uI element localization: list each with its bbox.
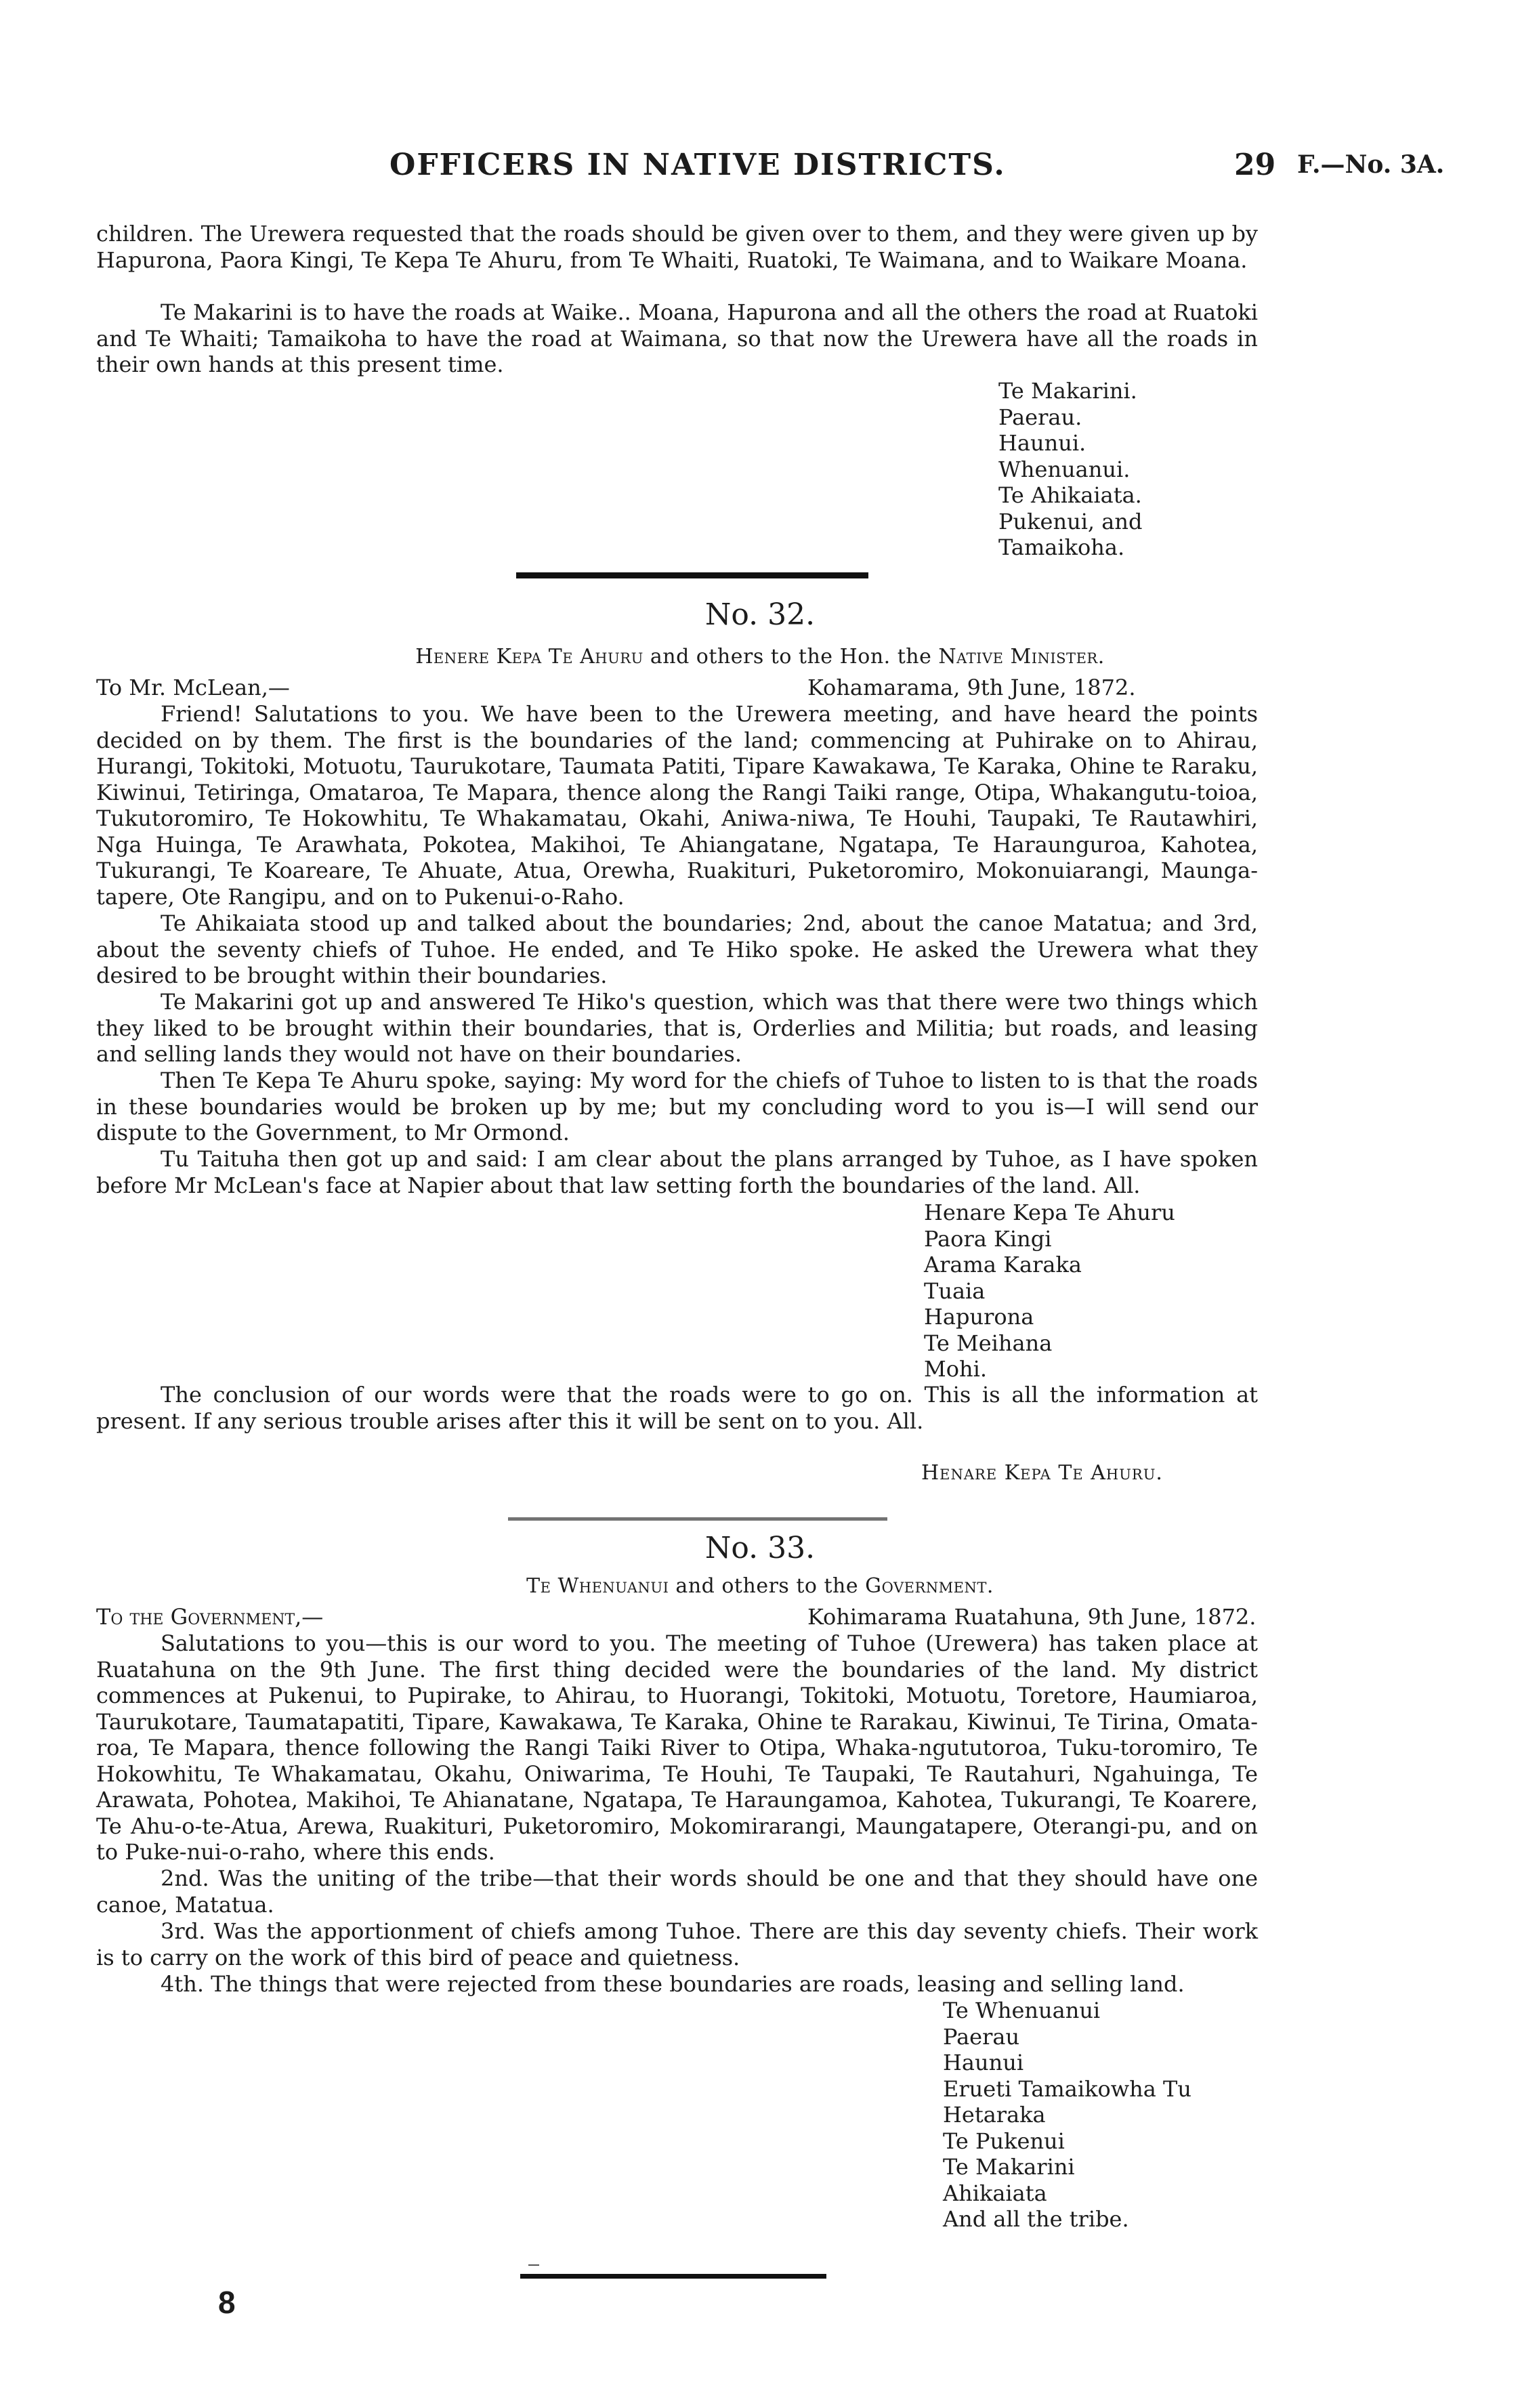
letter-33-paragraph-2: 2nd. Was the uniting of the tribe—that their words should be one and that they should have one canoe, Matatua. xyxy=(96,1865,1258,1918)
letter-32-place-date: Kohamarama, 9th June, 1872. xyxy=(807,675,1136,700)
signatory: Paerau. xyxy=(998,404,1082,430)
letter-33-salutation: To the Government,— xyxy=(96,1604,324,1630)
letter-33-salutation-line xyxy=(96,1604,1258,1631)
signatory: Mohi. xyxy=(924,1356,988,1382)
signatory: Ahikaiata xyxy=(943,2180,1047,2206)
letter-32-paragraph-4: Then Te Kepa Te Ahuru spoke, saying: My word for the chiefs of Tuhoe to listen to is that the roads in these boundaries would be broken up by me; but my concluding word to you is—I will send our dispute to the Government, to Mr Ormond. xyxy=(96,1068,1258,1145)
signature-folio-number: 8 xyxy=(218,2285,236,2320)
signatory: Hapurona xyxy=(924,1304,1034,1330)
letter-33-heading-mid: and others to the xyxy=(669,1574,866,1598)
letter-32-recipient: Native Minister. xyxy=(938,645,1105,669)
signatory: Paora Kingi xyxy=(924,1225,1052,1252)
letter-33-author: Te Whenuanui xyxy=(526,1574,669,1598)
letter-32-closing-signature: Henare Kepa Te Ahuru. xyxy=(921,1461,1163,1485)
running-head xyxy=(0,148,1520,188)
document-reference: F.—No. 3A. xyxy=(1297,150,1445,179)
letter-32-number: No. 32. xyxy=(704,597,816,632)
continuation-paragraph-2: Te Makarini is to have the roads at Waike.. Moana, Hapurona and all the others the road at Ruatoki and Te Whaiti; Tamaikoha to have the road at Waimana, so that now the Urewera have all the roads in their own hands at this present time. xyxy=(96,299,1258,377)
letter-32-heading-mid: and others to the Hon. the xyxy=(643,645,939,669)
signatory: Haunui xyxy=(943,2050,1024,2075)
letter-32-author: Henere Kepa Te Ahuru xyxy=(415,645,643,669)
signatory: Paerau xyxy=(943,2023,1020,2050)
signatory: Tamaikoha. xyxy=(998,534,1125,560)
letter-32-signatories xyxy=(924,1200,1175,1382)
letter-33-paragraph-1: Salutations to you—this is our word to you. The meeting of Tuhoe (Urewera) has taken place at Ruatahuna on the 9th June. The first thing decided were the boundaries of the land. My district commences at Pukenui, to Pupirake, to Ahirau, to Huorangi, Tokitoki, Motuotu, Toretore, Haumiaroa, Taurukotare, Taumatapatiti, Tipare, Kawakawa, Te Karaka, Ohine te Rarakau, Kiwinui, Te Tirina, Omata-roa, Te Mapara, thence following the Rangi Taiki River to Otipa, Whaka-ngututoroa, Tuku-toromiro, Te Hokowhitu, Te Whakamatau, Okahu, Oniwarima, Te Houhi, Te Taupaki, Te Rautahuri, Ngahuinga, Te Arawata, Pohotea, Makihoi, Te Ahianatane, Ngatapa, Te Haraungamoa, Kahotea, Tukurangi, Te Koarere, Te Ahu-o-te-Atua, Arewa, Ruakituri, Puketoromiro, Mokomirarangi, Maungatapere, Oterangi-pu, and on to Puke-nui-o-raho, where this ends. xyxy=(96,1630,1258,1865)
letter-32-salutation-line xyxy=(96,675,1258,702)
continuation-signatories xyxy=(998,378,1142,561)
letter-32-paragraph-5: Tu Taituha then got up and said: I am clear about the plans arranged by Tuhoe, as I have spoken before Mr McLean's face at Napier about that law setting forth the boundaries of the land. All. xyxy=(96,1146,1258,1198)
section-divider-ragged xyxy=(508,1517,887,1521)
signatory: And all the tribe. xyxy=(943,2206,1129,2232)
signatory: Te Meihana xyxy=(924,1330,1053,1356)
signatory: Arama Karaka xyxy=(924,1252,1082,1277)
signatory: Whenuanui. xyxy=(998,456,1131,482)
letter-32-paragraph-2: Te Ahikaiata stood up and talked about the boundaries; 2nd, about the canoe Matatua; and 3rd, about the seventy chiefs of Tuhoe. He ended, and Te Hiko spoke. He asked the Urewera what they desired to be brought within their boundaries. xyxy=(96,910,1258,988)
letter-33-heading xyxy=(0,1574,1520,1598)
letter-32-paragraph-3: Te Makarini got up and answered Te Hiko's question, which was that there were two things which they liked to be brought within their boundaries, that is, Orderlies and Militia; but roads, and leasing and selling lands they would not have on their boundaries. xyxy=(96,989,1258,1067)
letter-32-salutation: To Mr. McLean,— xyxy=(96,675,290,700)
signatory: Te Makarini. xyxy=(998,378,1137,404)
signatory: Tuaia xyxy=(924,1277,986,1304)
letter-33-signatories xyxy=(943,1998,1191,2233)
letter-33-number: No. 33. xyxy=(704,1531,816,1565)
signatory: Te Pukenui xyxy=(943,2128,1065,2154)
signatory: Pukenui, and xyxy=(998,508,1143,534)
signatory: Henare Kepa Te Ahuru xyxy=(924,1200,1175,1225)
letter-33-place-date: Kohimarama Ruatahuna, 9th June, 1872. xyxy=(807,1604,1257,1630)
letter-33-recipient: Government. xyxy=(865,1574,994,1598)
signatory: Te Whenuanui xyxy=(943,1998,1101,2023)
letter-32-paragraph-1: Friend! Salutations to you. We have been to the Urewera meeting, and have heard the points decided on by them. The first is the boundaries of the land; commencing at Puhirake on to Ahirau, Hurangi, Tokitoki, Motuotu, Taurukotare, Taumata Patiti, Tipare Kawakawa, Te Karaka, Ohine te Raraku, Kiwinui, Tetiringa, Omataroa, Te Mapara, thence along the Rangi Taiki range, Otipa, Whakangutu-toioa, Tukutoromiro, Te Hokowhitu, Te Whakamatau, Okahi, Aniwa-niwa, Te Houhi, Taupaki, Te Rautawhiri, Nga Huinga, Te Arawhata, Pokotea, Makihoi, Te Ahiangatane, Ngatapa, Te Haraunguroa, Kahotea, Tukurangi, Te Koareare, Te Ahuate, Atua, Orewha, Ruakituri, Puketoromiro, Mokonuiarangi, Maunga-tapere, Ote Rangipu, and on to Pukenui-o-Raho. xyxy=(96,701,1258,910)
end-divider xyxy=(520,2274,826,2279)
letter-32-conclusion: The conclusion of our words were that the roads were to go on. This is all the information at present. If any serious trouble arises after this it will be sent on to you. All. xyxy=(96,1382,1258,1434)
signatory: Te Makarini xyxy=(943,2154,1075,2180)
letter-33-paragraph-4: 4th. The things that were rejected from these boundaries are roads, leasing and selling land. xyxy=(161,1971,1185,1997)
signatory: Te Ahikaiata. xyxy=(998,482,1142,508)
signatory: Hetaraka xyxy=(943,2102,1046,2128)
stray-dash-mark xyxy=(528,2264,539,2266)
signatory: Haunui. xyxy=(998,430,1086,456)
running-head-title: OFFICERS IN NATIVE DISTRICTS. xyxy=(389,148,1006,182)
letter-32-heading xyxy=(0,645,1520,669)
section-divider xyxy=(516,572,868,578)
signatory: Erueti Tamaikowha Tu xyxy=(943,2075,1191,2102)
letter-33-paragraph-3: 3rd. Was the apportionment of chiefs among Tuhoe. There are this day seventy chiefs. Their work is to carry on the work of this bird of peace and quietness. xyxy=(96,1918,1258,1970)
page-number: 29 xyxy=(1234,148,1276,182)
continuation-paragraph-1: children. The Urewera requested that the roads should be given over to them, and they were given up by Hapurona, Paora Kingi, Te Kepa Te Ahuru, from Te Whaiti, Ruatoki, Te Waimana, and to Waikare Moana. xyxy=(96,221,1258,273)
